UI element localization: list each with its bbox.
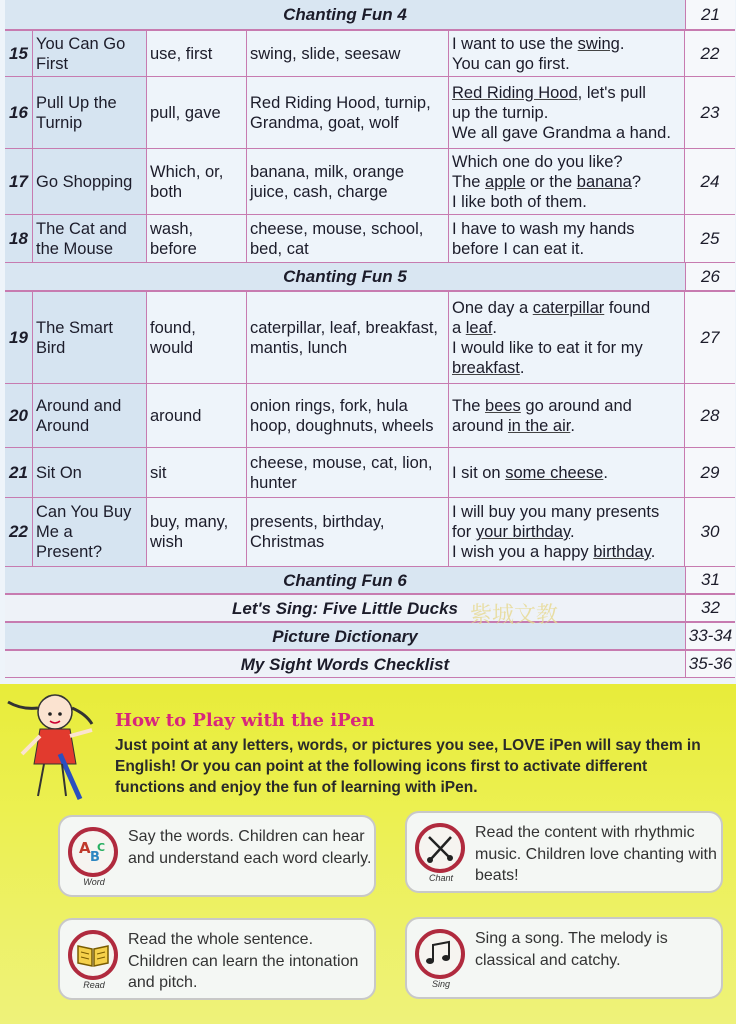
underlined-keyword: leaf bbox=[465, 318, 493, 337]
sentence-text: up the turnip. bbox=[452, 103, 549, 122]
sentence-text: I have to wash my hands bbox=[452, 219, 635, 238]
svg-text:C: C bbox=[97, 841, 106, 854]
sentence-line bbox=[452, 219, 635, 239]
icon-label: Read bbox=[83, 980, 105, 990]
sentence-text: . bbox=[492, 318, 497, 337]
underlined-keyword: banana bbox=[576, 172, 632, 191]
underlined-keyword: swing bbox=[577, 34, 620, 53]
sentence-text: go around and bbox=[520, 396, 632, 415]
card-description: Sing a song. The melody is classical and catchy. bbox=[475, 930, 668, 969]
icon-label: Sing bbox=[431, 979, 450, 989]
feature-card-word[interactable] bbox=[58, 815, 376, 897]
sentence-text: . bbox=[650, 543, 656, 561]
sentence-text: ? bbox=[631, 172, 642, 191]
lesson-title[interactable]: Go Shopping bbox=[33, 149, 147, 214]
sentence-line bbox=[452, 502, 659, 522]
sentence-line bbox=[452, 34, 624, 54]
lesson-row[interactable] bbox=[5, 148, 735, 214]
card-description: Say the words. Children can hear and understand each word clearly. bbox=[128, 828, 372, 867]
sentence-lines bbox=[452, 502, 659, 562]
page-number: 21 bbox=[685, 0, 735, 30]
sentence-text: . bbox=[603, 463, 608, 482]
page-number: 33-34 bbox=[685, 622, 735, 650]
lesson-sentence bbox=[449, 292, 685, 383]
page-number: 24 bbox=[685, 149, 735, 214]
lesson-sight-words: use, first bbox=[147, 31, 247, 76]
underlined-keyword: breakfast bbox=[452, 358, 520, 377]
underlined-keyword: birthday bbox=[593, 543, 651, 561]
lesson-row[interactable] bbox=[5, 76, 735, 148]
sentence-line bbox=[452, 123, 671, 143]
underlined-keyword: some cheese bbox=[505, 463, 604, 482]
lesson-number: 22 bbox=[5, 498, 33, 566]
sentence-line bbox=[452, 298, 650, 318]
word-abc-icon[interactable] bbox=[68, 827, 120, 887]
lesson-row[interactable] bbox=[5, 497, 735, 566]
sentence-text: before I can eat it. bbox=[452, 239, 585, 258]
lesson-sight-words: sit bbox=[147, 448, 247, 497]
page-number: 29 bbox=[685, 448, 735, 497]
sentence-text: I like both of them. bbox=[452, 192, 587, 211]
sentence-lines bbox=[452, 219, 635, 259]
icon-label: Word bbox=[83, 877, 105, 887]
underlined-keyword: Red Riding Hood bbox=[452, 83, 578, 102]
lesson-sight-words: found, would bbox=[147, 292, 247, 383]
lesson-sentence bbox=[449, 498, 685, 566]
section-header-chanting-fun-4 bbox=[5, 0, 685, 30]
svg-text:B: B bbox=[90, 850, 100, 865]
section-header-lets-sing bbox=[5, 594, 685, 622]
section-header-title: Chanting Fun 6 bbox=[283, 571, 407, 590]
sentence-text: I will buy you many presents bbox=[452, 503, 660, 521]
underlined-keyword: in the air bbox=[507, 416, 571, 435]
sentence-line bbox=[452, 396, 632, 416]
lesson-number: 21 bbox=[5, 448, 33, 497]
section-header-picture-dictionary bbox=[5, 622, 685, 650]
sentence-line bbox=[452, 152, 641, 172]
sentence-text: One day a bbox=[452, 298, 533, 317]
howto-title: How to Play with the iPen bbox=[115, 710, 375, 731]
lesson-title[interactable]: Pull Up the Turnip bbox=[33, 77, 147, 148]
ipen-instructions-panel bbox=[0, 684, 736, 1024]
sentence-text: I sit on bbox=[452, 463, 506, 482]
lesson-sentence bbox=[449, 77, 685, 148]
lesson-title[interactable]: Sit On bbox=[33, 448, 147, 497]
watermark: 紫城文教 bbox=[470, 603, 559, 628]
lesson-title[interactable]: Around and Around bbox=[33, 384, 147, 447]
sentence-text: The bbox=[452, 172, 486, 191]
feature-card-read[interactable] bbox=[58, 918, 376, 1000]
sentence-text: I would like to eat it for my bbox=[452, 338, 643, 357]
section-header-chanting-fun-5 bbox=[5, 262, 685, 291]
lesson-vocabulary: caterpillar, leaf, breakfast, mantis, lunch bbox=[247, 292, 449, 383]
sentence-line bbox=[452, 239, 635, 259]
sentence-text: or the bbox=[525, 172, 577, 191]
section-header-chanting-fun-6 bbox=[5, 566, 685, 594]
lesson-row[interactable] bbox=[5, 383, 735, 447]
sentence-lines bbox=[452, 396, 632, 436]
page-number: 25 bbox=[685, 215, 735, 262]
lesson-number: 15 bbox=[5, 31, 33, 76]
page-number: 30 bbox=[685, 498, 735, 566]
svg-text:A: A bbox=[79, 839, 91, 857]
lesson-title[interactable]: The Cat and the Mouse bbox=[33, 215, 147, 262]
lesson-vocabulary: presents, birthday, Christmas bbox=[247, 498, 449, 566]
sentence-text: Which one do you like? bbox=[452, 152, 623, 171]
lesson-vocabulary: cheese, mouse, cat, lion, hunter bbox=[247, 448, 449, 497]
read-book-icon[interactable] bbox=[68, 930, 120, 990]
sentence-lines bbox=[452, 463, 608, 483]
lesson-number: 18 bbox=[5, 215, 33, 262]
section-header-title: Let's Sing: Five Little Ducks bbox=[231, 599, 459, 618]
chant-drumsticks-icon[interactable] bbox=[415, 823, 467, 883]
page-number: 23 bbox=[685, 77, 735, 148]
sentence-text: . bbox=[519, 358, 525, 377]
sentence-line bbox=[452, 172, 641, 192]
feature-card-chant[interactable] bbox=[405, 811, 723, 893]
lesson-title[interactable]: Can You Buy Me a Present? bbox=[33, 498, 147, 566]
lesson-title[interactable]: You Can Go First bbox=[33, 31, 147, 76]
card-description: Read the content with rhythmic music. Children love chanting with beats! bbox=[475, 824, 717, 884]
sentence-line bbox=[452, 463, 608, 483]
lesson-number: 16 bbox=[5, 77, 33, 148]
lesson-vocabulary: swing, slide, seesaw bbox=[247, 31, 449, 76]
lesson-sight-words: Which, or, both bbox=[147, 149, 247, 214]
page-number: 26 bbox=[685, 262, 735, 291]
icon-label: Chant bbox=[428, 873, 454, 883]
page-number: 35-36 bbox=[685, 650, 735, 678]
sentence-text: We all gave Grandma a hand. bbox=[452, 123, 671, 142]
sentence-line bbox=[452, 83, 671, 103]
lesson-vocabulary: banana, milk, orange juice, cash, charge bbox=[247, 149, 449, 214]
section-header-sight-words bbox=[5, 650, 685, 678]
lesson-row[interactable] bbox=[5, 291, 735, 383]
lesson-row[interactable] bbox=[5, 214, 735, 262]
sentence-text: for bbox=[452, 523, 476, 541]
page-number: 31 bbox=[685, 566, 735, 594]
page-number: 22 bbox=[685, 31, 735, 76]
underlined-keyword: bees bbox=[485, 396, 521, 415]
sentence-text: a bbox=[452, 318, 466, 337]
underlined-keyword: your birthday bbox=[475, 523, 571, 541]
sentence-line bbox=[452, 358, 650, 378]
section-header-title: Chanting Fun 5 bbox=[283, 267, 407, 286]
page-number: 28 bbox=[685, 384, 735, 447]
sentence-lines bbox=[452, 34, 624, 74]
sentence-text: around bbox=[452, 416, 508, 435]
section-header-title: Chanting Fun 4 bbox=[283, 5, 407, 24]
sentence-text: . bbox=[619, 34, 625, 53]
sentence-text: You can go first. bbox=[452, 54, 570, 73]
lesson-title[interactable]: The Smart Bird bbox=[33, 292, 147, 383]
lesson-sight-words: buy, many, wish bbox=[147, 498, 247, 566]
sentence-lines bbox=[452, 83, 671, 143]
sentence-line bbox=[452, 338, 650, 358]
lesson-sight-words: around bbox=[147, 384, 247, 447]
lesson-vocabulary: Red Riding Hood, turnip, Grandma, goat, wolf bbox=[247, 77, 449, 148]
sentence-line bbox=[452, 103, 671, 123]
lesson-sight-words: wash, before bbox=[147, 215, 247, 262]
sentence-lines bbox=[452, 152, 641, 212]
section-header-title: Picture Dictionary bbox=[272, 627, 418, 646]
lesson-sentence bbox=[449, 149, 685, 214]
lesson-row[interactable] bbox=[5, 30, 735, 76]
card-description: Read the whole sentence. Children can learn the intonation and pitch. bbox=[128, 931, 359, 991]
lesson-vocabulary: cheese, mouse, school, bed, cat bbox=[247, 215, 449, 262]
sentence-line bbox=[452, 416, 632, 436]
sentence-text: The bbox=[452, 396, 486, 415]
sentence-text: . bbox=[570, 523, 575, 541]
sentence-text: I want to use the bbox=[452, 34, 578, 53]
sentence-text: found bbox=[604, 298, 651, 317]
lesson-number: 19 bbox=[5, 292, 33, 383]
lesson-number: 17 bbox=[5, 149, 33, 214]
sentence-line bbox=[452, 542, 659, 562]
sentence-line bbox=[452, 54, 624, 74]
cartoon-girl-illustration bbox=[0, 684, 100, 804]
sentence-line bbox=[452, 192, 641, 212]
sing-music-notes-icon[interactable] bbox=[415, 929, 467, 989]
sentence-text: , let's pull bbox=[577, 83, 646, 102]
lesson-number: 20 bbox=[5, 384, 33, 447]
section-header-title: My Sight Words Checklist bbox=[240, 655, 450, 674]
lesson-sentence bbox=[449, 384, 685, 447]
howto-description: Just point at any letters, words, or pictures you see, LOVE iPen will say them in English! Or you can point at the following icons first to activate different functions and enjoy the fun of learning with iPen. bbox=[115, 737, 701, 796]
feature-card-sing[interactable] bbox=[405, 917, 723, 999]
lesson-row[interactable] bbox=[5, 447, 735, 497]
lesson-sentence bbox=[449, 448, 685, 497]
page-number: 27 bbox=[685, 292, 735, 383]
sentence-line bbox=[452, 318, 650, 338]
sentence-lines bbox=[452, 298, 650, 378]
sentence-line bbox=[452, 522, 659, 542]
lesson-sentence bbox=[449, 31, 685, 76]
sentence-text: . bbox=[570, 416, 575, 435]
underlined-keyword: caterpillar bbox=[532, 298, 605, 317]
underlined-keyword: apple bbox=[485, 172, 526, 191]
lesson-vocabulary: onion rings, fork, hula hoop, doughnuts, wheels bbox=[247, 384, 449, 447]
page-number: 32 bbox=[685, 594, 735, 622]
sentence-text: I wish you a happy bbox=[452, 543, 594, 561]
lesson-sight-words: pull, gave bbox=[147, 77, 247, 148]
lesson-sentence bbox=[449, 215, 685, 262]
